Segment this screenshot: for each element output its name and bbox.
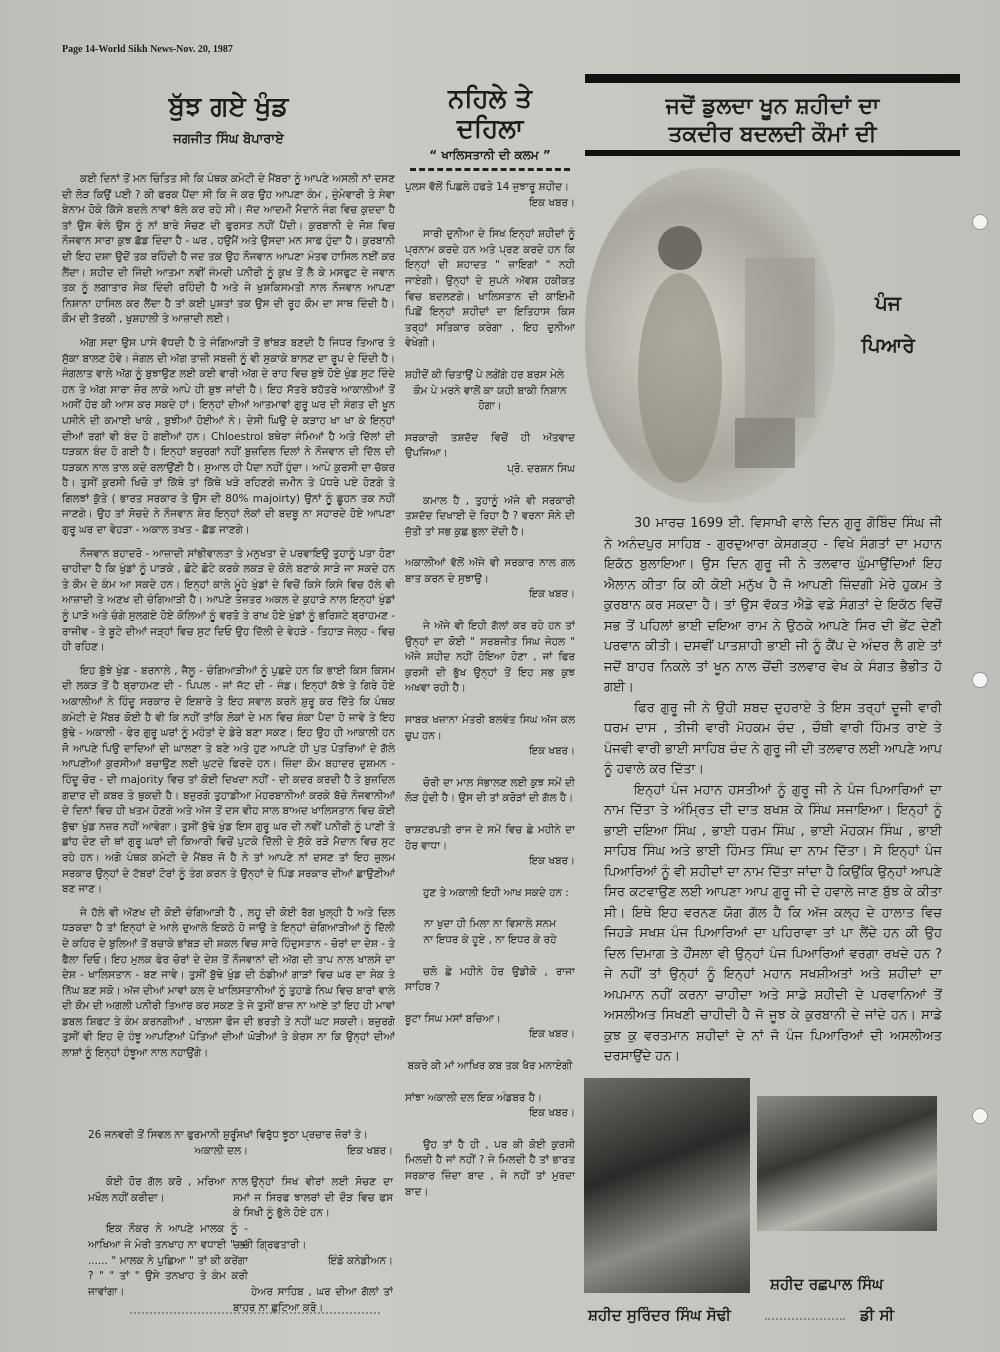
paragraph: ਫਿਰ ਗੁਰੂ ਜੀ ਨੇ ਉਹੀ ਸ਼ਬਦ ਦੁਹਰਾਏ ਤੇ ਇਸ ਤਰ੍ਹਾਂ ਦੂਜੀ ਵਾਰੀ ਧਰਮ ਦਾਸ , ਤੀਜੀ ਵਾਰੀ ਮੋਹਕਮ ਚੰਦ , ਚੌਥੀ ਵਾਰੀ ਹਿੰਮਤ ਰਾਏ ਤੇ ਪੰਜਵੀ ਵਾਰੀ ਭਾਈ ਸਾਹਿਬ ਚੰਦ ਨੇ ਗੁਰੂ ਜੀ ਦੀ ਤਲਵਾਰ ਲਈ ਆਪਣੇ ਆਪ ਨੂੰ ਹਵਾਲੇ ਕਰ ਦਿੱਤਾ। [604,700,942,777]
brief-source: ਇਕ ਖਬਰ। [529,745,575,758]
brief-text: ਕਮਾਲ ਹੈ , ਤੁਹਾਨੂੰ ਅੱਜੇ ਵੀ ਸਰਕਾਰੀ ਤਸ਼ਦੱਦ ਦਿਖਾਈ ਦੇ ਰਿਹਾ ਹੈ ? ਵਰਨਾ ਸੋਨੇ ਦੀ ਜੁੱਤੀ ਤਾਂ ਸਭ ਕੁਛ ਭੁਲਾ ਦੇਂਦੀ ਹੈ। [405,494,575,538]
dotted-divider [130,1312,380,1314]
image-caption [848,282,928,366]
paragraph: ਅੱਗ ਸਦਾ ਉਸ ਪਾਸੇ ਵੱਧਦੀ ਹੈ ਤੇ ਜੰਗਿਆੜੀ ਤੋਂ ਭਾਂਬੜ ਬਣਦੀ ਹੈ ਜਿਧਰ ਤਿਆਰ ਤੇ ਸੁੱਕਾ ਬਾਲਣ ਹੋਵੇ। ਜੰਗਲ ਦੀ ਅੱਗ ਤਾਜ਼ੀ ਸਬਜ਼ੀ ਨੂੰ ਵੀ ਸੁਕਾਕੇ ਬਾਲਣ ਦਾ ਰੂਪ ਦੇ ਦਿੰਦੀ ਹੈ। ਜੰਗਲਾਤ ਵਾਲੇ ਅੱਗ ਨੂੰ ਬੁਝਾਉਣ ਲਈ ਕਈ ਵਾਰੀ ਅੱਗ ਦੇ ਰਾਹ ਵਿਚ ਬੁਝੇ ਹੋਏ ਖੁੰਡ ਸੁਟ ਦਿੰਦੇ ਹਨ ਤੇ ਅੱਗ ਸਾਰਾ ਜ਼ੋਰ ਲਾਕੇ ਆਪੇ ਹੀ ਬੁਝ ਜਾਂਦੀ ਹੈ। ਇਹ ਸੱਤਰੇ ਬਹੱਤਰੇ ਆਕਾਲੀਆਂ ਤੋਂ ਅਸੀਂ ਹੋਰ ਕੀ ਆਸ ਕਰ ਸਕਦੇ ਹਾਂ। ਇਨ੍ਹਾਂ ਦੀਆਂ ਆਤਮਾਵਾਂ ਗੁਰੂ ਘਰ ਦੀ ਸੰਗਤ ਦੀ ਖੂਨ ਪਸੀਨੇ ਦੀ ਕਮਾਈ ਖਾਕੇ , ਬੁਝੀਆਂ ਹੋਈਆਂ ਨੇ। ਦੇਸੀ ਘਿਉ ਦੇ ਕੜਾਹ ਖਾ ਖਾ ਕੇ ਇਨ੍ਹਾਂ ਦੀਆਂ ਰਗਾਂ ਵੀ ਬੰਦ ਹੋ ਗਈਆਂ ਹਨ। Chloestrol ਬਥੇਰਾ ਜੰਮਿਆਂ ਹੈ ਅਤੇ ਦਿੱਲਾਂ ਦੀ ਧੜਕਨ ਬੰਦ ਹੋ ਗਈ ਹੈ। ਇਨ੍ਹਾਂ ਬਜ਼ੁਰਗਾਂ ਨਹੀਂ ਬੁਜ਼ਦਿਲ ਦਿਲਾਂ ਨੇ ਨੌਜਵਾਨ ਦੀ ਦਿੱਲ ਦੀ ਧੜਕਨ ਨਾਲ ਤਾਲ ਕਦੇ ਰਲਾਉਂਣੀ ਹੈ। ਸੁਆਲ ਹੀ ਪੈਦਾ ਨਹੀਂ ਹੁੰਦਾ। ਆਪੇ ਕੁਰਸੀ ਦਾ ਚੱਕਰ ਹੈ। ਤੁਸੀਂ ਕੁਰਸੀ ਖਿਚੋ ਤਾਂ ਕਿੱਥੇ ਤਾਂ ਕਿੱਥੇ ਖੜੇ ਰਹਿਣਗੇ ਜ਼ਮੀਨ ਤੇ ਪੱਧਰੇ ਪਏ ਹੋਣਗੇ ਤੇ ਗਿਲਝਾਂ ਕੁੱਤੇ ( ਭਾਰਤ ਸਰਕਾਰ ਤੇ ਉਸ ਦੀ 80% majoirty) ਉਨਾਂ ਨੂੰ ਛੂਹਨ ਤਕ ਨਹੀਂ ਜਾਣਗੇ। ਉਹ ਤਾਂ ਸੋਚਦੇ ਨੇ ਨੌਜਵਾਨ ਸ਼ੇਰ ਇਨ੍ਹਾਂ ਲੋਕਾਂ ਦੀ ਬਦਬੂ ਨਾ ਸਹਾਰਦੇ ਹੋਏ ਆਪਣਾ ਗੁਰੂ ਘਰ ਦਾ ਵੇਹੜਾ - ਅਕਾਲ ਤਖਤ - ਛੱਡ ਜਾਣਗੇ। [62,336,395,537]
brief-item [405,227,575,352]
brief-text: ਬੂਟਾ ਸਿਘ ਮਸਾਂ ਬਚਿਆ। [405,1012,501,1025]
brief-text: ਰਾਸ਼ਟਰਪਤੀ ਰਾਜ ਦੇ ਸਮੇਂ ਵਿਚ ਛੇ ਮਹੀਨੇ ਦਾ ਹੋਰ ਵਾਧਾ। [405,824,575,852]
brief-item [405,180,575,211]
brief-item [405,1012,575,1043]
brief-text: ਕੋਈ ਹੋਰ ਗੱਲ ਕਰੋ , ਮਰਿਆ ਨਾਲ ਮਖੌਲ ਨਹੀਂ ਕਰੀਦਾ। [88,1176,248,1204]
brief-text: ਉਹ ਤਾਂ ਹੈ ਹੀ , ਪਰ ਕੀ ਕੋਈ ਕੁਰਸੀ ਮਿਲਦੀ ਹੈ ਜਾਂ ਨਹੀਂ ? ਜੇ ਮਿਲਦੀ ਹੈ ਤਾਂ ਭਾਰਤ ਸਰਕਾਰ ਜ਼ਿੰਦਾ ਬਾਦ , ਜੇ ਨਹੀਂ ਤਾਂ ਮੁਰਦਾ ਬਾਦ। [405,1138,575,1198]
brief-text: ਨਾ ਖੁਦਾ ਹੀ ਮਿਲਾ ਨਾ ਵਿਸਾਲੇ ਸਨਮ [424,918,556,931]
brief-source: ਇਕ ਖਬਰ। [529,855,575,868]
guru-illustration-icon [585,168,835,503]
brief-text: ਜੇ ਅੱਜੇ ਵੀ ਇਹੀ ਗੱਲਾਂ ਕਰ ਰਹੇ ਹਨ ਤਾਂ ਉਨ੍ਹਾਂ ਦਾ ਕੋਈ " ਸਰਬਜੀਤ ਸਿਘ ਜੇਹਲ " ਅੱਜੇ ਸ਼ਹੀਦ ਨਹੀਂ ਹੋਇਆ ਹੋਣਾ , ਜਾਂ ਫਿਰ ਕੁਰਸੀ ਦੀ ਭੁੱਖ ਉਨ੍ਹਾਂ ਤੋਂ ਇਹ ਸਭ ਕੁਝ ਅਖਵਾ ਰਹੀ ਹੈ। [405,620,575,695]
brief-item [88,1222,248,1300]
brief-text: ਸਰਕਾਰੀ ਤਸ਼ਦੱਦ ਵਿਚੋਂ ਹੀ ਅੱਤਵਾਦ ਉਪਜਿਆ। [405,431,575,460]
left-article-body [62,172,395,1120]
brief-item [405,965,575,996]
brief-source: ਪ੍ਰੋ. ਦਰਸ਼ਨ ਸਿਘ [507,462,575,475]
paragraph: ਕਈ ਦਿਨਾਂ ਤੋਂ ਮਨ ਚਿੰਤਿਤ ਸੀ ਕਿ ਪੰਥਕ ਕਮੇਟੀ ਦੇ ਮੈਂਬਰਾ ਨੂੰ ਆਪਣੇ ਅਸਲੀ ਨਾਂ ਦਸਣ ਦੀ ਲੋੜ ਕਿਉਂ ਪਈ ? ਕੀ ਫਰਕ ਪੈਂਦਾ ਸੀ ਕਿ ਜੇ ਕਰ ਉਹ ਆਪਣਾ ਕੰਮ , ਜ਼ੁੰਮੇਵਾਰੀ ਤੇ ਸੇਵਾ ਬੇਨਾਮ ਹੋਕੇ ਕਿੱਸੇ ਬਦਲੇ ਨਾਵਾਂ ਥੱਲੇ ਕਰ ਰਹੇ ਸੀ। ਜੱਦ ਆਦਮੀ ਮੈਦਾਨੇ ਜੰਗ ਵਿਚ ਕੁਦਦਾ ਹੈ ਤਾਂ ਉਸ ਵੇਲੇ ਉਸ ਨੂੰ ਨਾਂ ਬਾਰੇ ਸੋਚਣ ਦੀ ਫੁਰਸਤ ਨਹੀਂ ਪੈਂਦੀ। ਕੁਰਬਾਨੀ ਦੇ ਜੋਸ਼ ਵਿਚ ਨੌਜਵਾਨ ਸਾਰਾ ਕੁਝ ਛੱਡ ਦਿੰਦਾ ਹੈ - ਘਰ , ਹਉਮੈਂ ਅਤੇ ਉਸਦਾ ਮਨ ਸਾਫ ਹੁੰਦਾ ਹੈ। ਕੁਰਬਾਨੀ ਦੀ ਇਹ ਦਸ਼ਾ ਉਦੋਂ ਤਕ ਰਹਿੰਦੀ ਹੈ ਜਦ ਤਕ ਉਹ ਨੌਜਵਾਨ ਆਪਣਾ ਮੰਤਵ ਹਾਸਿਲ ਨਈਂ ਕਰ ਲੈਂਦਾ। ਸ਼ਹੀਦ ਦੀ ਜਿੰਦੀ ਆਤਮਾ ਨਵੀਂ ਜੰਮਦੀ ਪਨੀਰੀ ਨੂੰ ਕੁਖ ਤੋਂ ਲੈ ਕੇ ਮਸਫੁਟ ਦੇ ਜਵਾਨ ਤਕ ਨੂੰ ਲਗਾਤਾਰ ਸੇਕ ਦਿੰਦੀ ਰਹਿੰਦੀ ਹੈ ਅਤੇ ਜੇ ਖੁਸ਼ਕਿਸਮਤੀ ਨਾਲ ਨੌਜਵਾਨ ਆਪਣਾ ਨਿਸ਼ਾਨਾ ਹਾਸਿਲ ਕਰ ਲੈਂਦਾ ਹੈ ਤਾਂ ਕਈ ਪੁਸ਼ਤਾਂ ਤਕ ਉਸ ਦੀ ਰੂਹ ਕੌਮ ਦਾ ਸਾਥ ਦਿੰਦੀ ਹੈ। ਕੌਮ ਦੀ ਤੱਰਕੀ , ਖੁਸ਼ਹਾਲੀ ਤੇ ਆਜ਼ਾਦੀ ਲਈ। [62,173,395,326]
binder-hole [972,672,988,688]
photo-rachhpal-singh [757,1096,937,1231]
brief-source: ਇਕ ਖਬਰ। [529,1107,575,1120]
brief-text: ਪੁਲਸ ਵੱਲੋਂ ਪਿਛਲੇ ਹਫਤੇ 14 ਜੁਝਾਰੂ ਸ਼ਹੀਦ। [405,181,569,193]
paragraph: ਨੌਜਵਾਨ ਬਹਾਦਰੋ - ਆਜ਼ਾਦੀ ਸਾਂਭੀਵਾਲਤਾ ਤੇ ਮਨੁਖਤਾ ਦੇ ਪਰਵਾਇਉ ਤੁਹਾਨੂੰ ਪਤਾ ਹੋਣਾ ਚਾਹੀਦਾ ਹੈ ਕਿ ਖੁੰਡਾਂ ਨੂੰ ਪਾੜਕੇ , ਛੋਟੇ ਛੋਟੇ ਕਰਕੇ ਲਕੜ ਦੇ ਕੋਲੇ ਬਣਾਕੇ ਸਾੜੇ ਜਾ ਸਕਦੇ ਹਨ ਤੇ ਕੌਮ ਦੇ ਕੰਮ ਆ ਸਕਦੇ ਹਨ। ਇਨ੍ਹਾਂ ਕਾਲੇ ਮੂੰਹੇ ਖੁੰਡਾਂ ਦੇ ਵਿਚੋਂ ਕਿਸੇ ਕਿਸੇ ਵਿਚ ਹੱਲੇ ਵੀ ਆਜ਼ਾਦੀ ਤੇ ਅਣਖ ਦੀ ਚੰਗਿਆੜੀ ਹੈ। ਆਪਣੇ ਤੇਜ਼ਤਰ ਅਕਲ ਦੇ ਕੁਹਾੜੇ ਨਾਲ ਇਨ੍ਹਾਂ ਖੁੰਡਾਂ ਨੂੰ ਪਾੜੋ ਅਤੇ ਚੰਗੇ ਸੁਲਗਏ ਹੋਏ ਕੋਲਿਆਂ ਨੂੰ ਵਰਤੋ ਤੇ ਰਾਖ ਹੋਏ ਖੁੰਡਾਂ ਨੂੰ ਭਰਿਸ਼ਟੇ ਬ੍ਰਾਹਮਣ - ਰਾਜੀਵ - ਤੇ ਬੂਟੇ ਦੀਆਂ ਜੜ੍ਹਾਂ ਵਿਚ ਸੁਟ ਦਿਓ ਉਹ ਦਿੱਲੀ ਦੇ ਵੇਹੜੇ - ਤਿਹਾੜ ਜੇਲ੍ਹ - ਵਿਚ ਹੀ ਰਹਿਣ। [62,547,395,654]
brief-text: ਚਾਚੀ ਗ੍ਰਿਫਤਾਰੀ। [233,1238,307,1251]
brief-item [405,1059,575,1075]
brief-item [405,776,575,807]
dashed-divider [410,168,570,171]
brief-text: 26 ਜਨਵਰੀ ਤੋਂ ਸਿਵਲ ਨਾ ਫੁਰਮਾਨੀ ਸ਼ੁਰੂ [88,1129,237,1141]
right-article-body [604,514,942,1074]
middle-article-subtitle: “ ਖਾਲਿਸਤਾਨੀ ਦੀ ਕਲਮ ” [429,148,551,162]
brief-text-cont: ਕੌਮ ਪੇ ਮਰਨੇ ਵਾਲੋਂ ਕਾ ਯਹੀ ਬਾਕੀ ਨਿਸ਼ਾਨ ਹੋਗਾ। [413,384,567,413]
headline-line-2: ਤਕਦੀਰ ਬਦਲਦੀ ਕੌਮਾਂ ਦੀ [668,122,877,147]
brief-item [405,1091,575,1122]
photo-caption-right: ਸ਼ਹੀਦ ਰਛਪਾਲ ਸਿੰਘ [770,1275,884,1293]
briefs-column-1 [88,1128,248,1333]
brief-text: ਸ਼ਹੀਦੋਂ ਕੀ ਚਿਤਾਉਂ ਪੇ ਲਗੇਂਗੇ ਹਰ ਬਰਸ ਮੇਲੇ [405,368,564,381]
brief-item [405,917,575,948]
brief-source: ਇਕ ਖਬਰ। [347,1144,393,1157]
binder-hole [972,1108,988,1124]
brief-text: ਇਕ ਨੌਕਰ ਨੇ ਆਪਣੇ ਮਾਲਕ ਨੂੰ - ਆਖਿਆ ਜੇ ਮੇਰੀ ਤਨਖਾਹ ਨਾ ਵਧਾਈ " ਤਾਂ ...... " ਮਾਲਕ ਨੇ ਪੁਛਿਆ " ਤਾਂ ਕੀ ਕਰੇਂਗਾ ? " " ਤਾਂ " ਉਸੇ ਤਨਖਾਹ ਤੇ ਕੰਮ ਕਰੀ ਜਾਵਾਂਗਾ। [88,1223,248,1298]
paragraph: ਜੇ ਹੱਲੇ ਵੀ ਅੱਣਖ ਦੀ ਕੋਈ ਚੰਗਿਆੜੀ ਹੈ , ਲਹੂ ਦੀ ਕੋਈ ਰੱਗ ਖੁਲ੍ਹੀ ਹੈ ਅਤੇ ਦਿਲ ਧੜਕਦਾ ਹੈ ਤਾਂ ਇਨ੍ਹਾਂ ਦੇ ਆਲੇ ਦੁਆਲੇ ਇਕਠੇ ਹੋ ਜਾਉ ਤੇ ਇਨ੍ਹਾਂ ਚੰਗਿਆੜੀਆਂ ਨੂੰ ਦਿੱਲੀ ਦੇ ਕਹਿਰ ਦੇ ਬੁਲਿਆਂ ਤੋਂ ਬਚਾਕੇ ਭਾਂਬੜ ਦੀ ਸ਼ਕਲ ਵਿਚ ਸਾਰੇ ਹਿੰਦੁਸਤਾਨ - ਚੋਰਾਂ ਦਾ ਦੇਸ਼ - ਤੇ ਫੈਲਾ ਦਿਓ। ਇਹ ਮੁਲਕ ਫੇਰ ਚੋਰਾਂ ਦੇ ਦੇਸ਼ ਤੋਂ ਨੌਜਵਾਨਾਂ ਦੀ ਅੱਗ ਦੀ ਤਾਪ ਨਾਲ ਖਾਲਸੇ ਦਾ ਦੇਸ਼ - ਖਾਲਿਸਤਾਨ - ਬਣ ਜਾਵੇ। ਤੁਸੀਂ ਬੁੱਢੇ ਖੁੰਡ ਦੀ ਠੰਡੀਆਂ ਗਾੜਾਂ ਵਿਚ ਘਰ ਦਾ ਸੇਕ ਤੇ ਨਿੱਘ ਬਣ ਸਕੋ। ਅੱਜ ਦੀਆਂ ਮਾਵਾਂ ਕਲ ਦੇ ਖਾਲਿਸਤਾਨੀਆਂ ਨੂੰ ਤੁਹਾਡੇ ਨਿਘ ਵਿਚ ਬਾਰਾਂ ਵਾਲੇ ਦੀ ਕੌਮ ਦੀ ਅਗਲੀ ਪਨੀਰੀ ਤਿਆਰ ਕਰ ਸਕਣ ਤੇ ਜੇ ਤੁਸੀਂ ਬਾਜ਼ ਨਾ ਆਏ ਤਾਂ ਇਹ ਹੀ ਮਾਵਾਂ ਡਬਲ ਸ਼ਿਫਟ ਤੇ ਕੰਮ ਕਰਨਗੀਆਂ , ਖਾਲਸਾ ਫੌਜ ਦੀ ਭਰਤੀ ਤੇ ਨਹੀਂ ਘਟ ਸਕਦੀ। ਬਜ਼ੁਰਗੋ ਤੁਸੀਂ ਵੀ ਇਹ ਦੋ ਹੰਝੂ ਆਪਣਿਆਂ ਪੋਤਿਆਂ ਦੀਆਂ ਘੋੜੀਆਂ ਤੇ ਕੇਰਸ ਨਾ ਕਿ ਉਨ੍ਹਾਂ ਦੀਆਂ ਲਾਸ਼ਾਂ ਨੂੰ ਇਨ੍ਹਾਂ ਹੰਝੂਆ ਨਾਲ ਨਹਾਉਂਗੇ। [62,906,395,1060]
brief-item [405,1138,575,1200]
brief-text: ਸਾਰੀ ਦੁਨੀਆ ਦੇ ਸਿਖ ਇਨ੍ਹਾਂ ਸ਼ਹੀਦਾਂ ਨੂੰ ਪ੍ਰਨਾਮ ਕਰਦੇ ਹਨ ਅਤੇ ਪ੍ਰਣ ਕਰਦੇ ਹਨ ਕਿ ਇਨ੍ਹਾਂ ਦੀ ਸ਼ਹਾਦਤ " ਜ਼ਾਇਗਾਂ " ਨਹੀ ਜਾਏਗੀ। ਉਨ੍ਹਾਂ ਦੇ ਸੁਪਨੇ ਅੱਵਸ਼ ਹਕੀਕਤ ਵਿਚ ਬਦਲਣਗੇ। ਖਾਲਿਸਤਾਨ ਦੀ ਕਾਇਮੀ ਪਿਛੋਂ ਇਨ੍ਹਾਂ ਸ਼ਹੀਦਾਂ ਦਾ ਇਤਿਹਾਸ ਕਿਸ ਤਰ੍ਹਾਂ ਸਤਿਕਾਰ ਕਰੇਗਾ , ਇਹ ਦੁਨੀਆ ਵੇਖੇਗੀ। [405,228,575,350]
brief-item [405,368,575,415]
brief-item [405,556,575,603]
paragraph: 30 ਮਾਰਚ 1699 ਈ. ਵਿਸਾਖੀ ਵਾਲੇ ਦਿਨ ਗੁਰੂ ਗੋਬਿੰਦ ਸਿੰਘ ਜੀ ਨੇ ਅਨੰਦਪੁਰ ਸਾਹਿਬ - ਗੁਰਦੁਆਰਾ ਕੇਸਗੜ੍ਹ - ਵਿਖੇ ਸੰਗਤਾਂ ਦਾ ਮਹਾਨ ਇਕੱਠ ਬੁਲਾਇਆ। ਉਸ ਦਿਨ ਗੁਰੂ ਜੀ ਨੇ ਤਲਵਾਰ ਘੁੰਮਾਉਂਦਿਆਂ ਇਹ ਐਲਾਨ ਕੀਤਾ ਕਿ ਕੀ ਕੋਈ ਮਨੁੱਖ ਹੈ ਜੋ ਆਪਣੀ ਜ਼ਿੰਦਗੀ ਮੇਰੇ ਹੁਕਮ ਤੇ ਕੁਰਬਾਨ ਕਰ ਸਕਦਾ ਹੈ। ਤਾਂ ਉਸ ਵੱਕਤ ਐਡੇ ਵਡੇ ਸੰਗਤਾਂ ਦੇ ਇਕੱਠ ਵਿਚੋਂ ਸਭ ਤੋਂ ਪਹਿਲਾਂ ਭਾਈ ਦਇਆ ਰਾਮ ਨੇ ਉਠਕੇ ਆਪਣੇ ਸਿਰ ਦੀ ਭੇਂਟ ਦੇਣੀ ਪਰਵਾਨ ਕੀਤੀ। ਦਸਵੀਂ ਪਾਤਸ਼ਾਹੀ ਭਾਈ ਜੀ ਨੂੰ ਕੈਂਪ ਦੇ ਅੰਦਰ ਲੈ ਗਏ ਤਾਂ ਜਦੋਂ ਬਾਹਰ ਨਿਕਲੇ ਤਾਂ ਖੂਨ ਨਾਲ ਚੋਂਦੀ ਤਲਵਾਰ ਵੇਖ ਕੇ ਸੰਗਤ ਭੈਭੀਤ ਹੋ ਗਈ। [604,516,942,695]
brief-text: ਬਕਰੇ ਕੀ ਮਾਂ ਆਖਿਰ ਕਬ ਤਕ ਖੈਰ ਮਨਾਏਗੀ [407,1059,573,1072]
brief-text: ਚੋਰੀ ਦਾ ਮਾਲ ਸੰਭਾਲਣ ਲਈ ਕੁਝ ਸਮੇਂ ਦੀ ਲੋੜ ਹੁੰਦੀ ਹੈ। ਉਸ ਦੀ ਤਾਂ ਕਰੋੜਾਂ ਦੀ ਗੱਲ ਹੈ। [405,776,575,805]
brief-item [405,886,575,902]
photo-surinder-singh [584,1078,750,1293]
brief-source: ਇਕ ਖਬਰ। [529,588,575,601]
brief-source: ਇਕ ਖਬਰ। [529,1028,575,1041]
brief-text-cont: ਨਾ ਇਧਰ ਕੇ ਹੂਏ , ਨਾ ਇਧਰ ਕੇ ਰਹੇ [423,933,557,946]
brief-text: ਉਨ੍ਹਾਂ ਸਿਖ ਵੀਰਾਂ ਲਈ ਸੋਚਣ ਦਾ ਸਮਾਂ ਜ ਸਿਰਫ ਝਾਲਰਾਂ ਦੀ ਦੌੜ ਵਿਚ ਫਸ ਕੇ ਸਿਖੀ ਨੂੰ ਭੁੱਲੇ ਹੋਏ ਹਨ। [233,1176,393,1220]
brief-text: ਸਾਬਕ ਖਜ਼ਾਨਾ ਮੰਤਰੀ ਬਲਵੰਤ ਸਿਘ ਅੱਜ ਕਲ ਚੁਪ ਹਨ। [405,714,575,742]
photo-caption-left: ਸ਼ਹੀਦ ਸੁਰਿੰਦਰ ਸਿੰਘ ਸੋਢੀ [588,1306,731,1324]
brief-source: ਇੰਡੋ ਕਨੇਡੀਅਨ। [328,1254,393,1267]
panj-pyare-illustration [585,168,835,503]
photo-caption-right-sub: ਡੀ ਸੀ [860,1306,894,1324]
brief-source: ਅਕਾਲੀ ਦਲ। [194,1144,248,1157]
page-masthead: Page 14-World Sikh News-Nov. 20, 1987 [62,44,233,55]
brief-item [233,1175,393,1222]
brief-text: ਹੇਅਰ ਸਾਹਿਬ , ਘਰ ਦੀਆ ਗੱਲਾਂ ਤਾਂ ਬਾਹਰ ਨਾ ਛੁਟਿਆ ਕਰੋ। [233,1286,393,1314]
middle-article-body [405,180,575,1340]
brief-source: ਇਕ ਖਬਰ। [529,196,575,209]
brief-item [405,713,575,760]
brief-item [405,494,575,541]
brief-text: ਚਲੋ ਛੇ ਮਹੀਨੇ ਹੋਰ ਉਡੀਕੋ , ਰਾਜਾ ਸਾਹਿਬ ? [405,965,575,994]
dotted-divider [765,1318,845,1320]
brief-text: ਹੁਣ ਤੇ ਅਕਾਲੀ ਇਹੀ ਆਖ ਸਕਦੇ ਹਨ : [423,886,569,899]
caption-line-1: ਪੰਜ [875,291,901,315]
right-article-headline-box [585,74,960,156]
brief-text: ਸਾਂਝਾ ਅਕਾਲੀ ਦਲ ਇਕ ਅੰਡਬਰ ਹੈ। [405,1091,543,1104]
brief-text: ਅਕਾਲੀਆਂ ਵੱਲੋਂ ਅੱਜੇ ਵੀ ਸਰਕਾਰ ਨਾਲ ਗਲ ਬਾਤ ਕਰਨ ਦੇ ਸੁਝਾਉ। [405,557,575,585]
middle-title-line-1: ਨਹਿਲੇ ਤੇ [448,84,532,114]
left-article-title: ਬੁੱਝ ਗਏ ਖੁੰਡ [168,92,289,122]
caption-line-2: ਪਿਆਰੇ [861,333,915,357]
headline-line-1: ਜਦੋਂ ਡੁਲਦਾ ਖੂਨ ਸ਼ਹੀਦਾਂ ਦਾ [665,94,880,119]
brief-text: ਸਿਖਾਂ ਵਿਰੁੱਧ ਝੂਠਾ ਪ੍ਰਚਾਰ ਜ਼ੋਰਾਂ ਤੇ। [233,1129,368,1141]
brief-item [88,1175,248,1206]
binder-hole [972,214,988,230]
brief-item [405,823,575,870]
brief-item [405,431,575,478]
brief-item [233,1128,393,1159]
briefs-column-2 [233,1128,393,1333]
paragraph: ਇਨ੍ਹਾਂ ਪੰਜ ਮਹਾਨ ਹਸਤੀਆਂ ਨੂੰ ਗੁਰੂ ਜੀ ਨੇ ਪੰਜ ਪਿਆਰਿਆਂ ਦਾ ਨਾਮ ਦਿੱਤਾ ਤੇ ਅੰਮ੍ਰਿਤ ਦੀ ਦਾਤ ਬਖਸ਼ ਕੇ ਸਿੰਘ ਸਜਾਇਆ। ਇਨ੍ਹਾਂ ਨੂੰ ਭਾਈ ਦਇਆ ਸਿੰਘ , ਭਾਈ ਧਰਮ ਸਿੰਘ , ਭਾਈ ਮੋਹਕਮ ਸਿੰਘ , ਭਾਈ ਸਾਹਿਬ ਸਿੰਘ ਅਤੇ ਭਾਈ ਹਿੰਮਤ ਸਿੰਘ ਦਾ ਨਾਮ ਦਿੱਤਾ। ਸੋ ਇਨ੍ਹਾਂ ਪੰਜ ਪਿਆਰਿਆਂ ਨੂੰ ਵੀ ਸ਼ਹੀਦਾਂ ਦਾ ਨਾਮ ਦਿੱਤਾ ਜਾਂਦਾ ਹੈ ਕਿਉਂਕਿ ਉਨ੍ਹਾਂ ਆਪਣੇ ਸਿਰ ਕਟਵਾਉਣ ਲਈ ਆਪਣਾ ਆਪ ਗੁਰੂ ਜੀ ਦੇ ਹਵਾਲੇ ਜਾਣ ਬੁੱਝ ਕੇ ਕੀਤਾ ਸੀ। ਇਥੇ ਇਹ ਵਰਨਣ ਯੋਗ ਗੱਲ ਹੈ ਕਿ ਅੱਜ ਕਲ੍ਹ ਦੇ ਹਾਲਾਤ ਵਿਚ ਜਿਹੜੇ ਸਖਸ਼ ਪੰਜ ਪਿਆਰਿਆਂ ਦਾ ਪਹਿਰਾਵਾ ਤਾਂ ਪਾ ਲੈਂਦੇ ਹਨ ਕੀ ਉਹ ਦਿਲ ਦਿਮਾਗ ਤੇ ਹੌਂਸਲਾ ਵੀ ਉਨ੍ਹਾਂ ਪੰਜ ਪਿਆਰਿਆਂ ਵਰਗਾ ਰਖਦੇ ਹਨ ? ਜੇ ਨਹੀਂ ਤਾਂ ਉਨ੍ਹਾਂ ਨੂੰ ਇਨ੍ਹਾਂ ਮਹਾਨ ਸਖਸ਼ੀਅਤਾਂ ਅਤੇ ਸ਼ਹੀਦਾਂ ਦਾ ਅਪਮਾਨ ਨਹੀਂ ਕਰਨਾ ਚਾਹੀਦਾ ਅਤੇ ਸਾਡੇ ਸ਼ਹੀਦੀ ਦੇ ਪਰਵਾਨਿਆਂ ਤੋਂ ਅਸਲੀਅਤ ਸਿਖਣੀ ਚਾਹੀਦੀ ਹੈ ਜੋ ਜੂਝ ਕੇ ਕੁਰਬਾਨੀ ਦੇ ਜਾਂਦੇ ਹਨ। ਸਾਡੇ ਕੁਝ ਕੁ ਵਰਤਮਾਨ ਸ਼ਹੀਦਾਂ ਦੇ ਨਾਂ ਜੋ ਪੰਜ ਪਿਆਰਿਆਂ ਦੀ ਅਸਲੀਅਤ ਦਰਸਾਉਂਦੇ ਹਨ। [604,782,942,1064]
paragraph: ਇਹ ਬੁੱਝੇ ਖੁੰਡ - ਬਰਨਾਲੇ , ਜੈਲੂ - ਚੰਗਿਆੜੀਆਂ ਨੂੰ ਪੁਛਦੇ ਹਨ ਕਿ ਭਾਈ ਕਿਸ ਕਿਸਮ ਦੀ ਲਕੜ ਤੋਂ ਹੈ ਬ੍ਰਾਹਮਣ ਦੀ - ਪਿਪਲ - ਜਾਂ ਜੱਟ ਦੀ - ਜੰਡ। ਇਨ੍ਹਾਂ ਕੱਝੇ ਤੇ ਗਿਰੇ ਹੋਏ ਅਕਾਲੀਆਂ ਨੇ ਹਿੰਦੂ ਸਰਕਾਰ ਦੇ ਇਸ਼ਾਰੇ ਤੇ ਇਹ ਸਵਾਲ ਕਰਨੇ ਸ਼ੁਰੂ ਕਰ ਦਿੱਤੇ ਕਿ ਪੰਥਕ ਕਮੇਟੀ ਦੇ ਮੈਂਬਰ ਕੋਈ ਹੈ ਵੀ ਕਿ ਨਹੀਂ ਤਾਂਕਿ ਲੋਕਾਂ ਦੇ ਮਨ ਵਿਚ ਸ਼ੰਕਾ ਪੈਦਾ ਹੋ ਜਾਵੇ ਤੇ ਇਹ ਬੁੱਢੇ - ਅਕਾਲੀ - ਫੇਰ ਗੁਰੂ ਘਰਾਂ ਨੂੰ ਮਹੰਤਾਂ ਦੇ ਡੇਰੇ ਬਣਾ ਸਕਣ। ਇਹ ਉਹ ਹੀ ਆਕਾਲੀ ਹਨ ਜੋ ਆਪਣੇ ਪਿਉ ਦਾਦਿਆਂ ਦੀ ਘਾਲਣਾ ਤੇ ਬਣੇ ਅਤੇ ਹੁਣ ਆਪਣੇ ਹੀ ਪੁਤ ਪੋਤਰਿਆਂ ਦੇ ਗੱਲੇ ਆਪਣੀਆਂ ਕੁਰਸੀਆਂ ਬਚਾਉਣ ਲਈ ਘੁਟਦੇ ਫਿਰਦੇ ਹਨ। ਜ਼ਿੰਦਾ ਕੌਮ ਬਹਾਦਰ ਦੁਸ਼ਮਨ - ਹਿੰਦੂ ਚੋਰ - ਦੀ majority ਵਿਚ ਤਾਂ ਕੋਈ ਦਿਖਦਾ ਨਹੀਂ - ਦੀ ਕਦਰ ਕਰਦੀ ਹੈ ਤੇ ਬੁਜ਼ਦਿਲ ਗਦਾਰ ਦੀ ਕਬਰ ਤੇ ਥੁਕਦੀ ਹੈ। ਬਜ਼ੁਰਗੋ ਤੁਹਾਡੀਆ ਮੇਹਰਬਾਨੀਆਂ ਕਰਕੇ ਬੱਚੇ ਨੌਜਵਾਨੀਆਂ ਦੇ ਦਿਨਾਂ ਵਿਚ ਹੀ ਖਤਮ ਹੋਣਗੇ ਅਤੇ ਅੱਜ ਤੋਂ ਦਸ ਵੀਹ ਸਾਲ ਬਾਅਦ ਖਾਲਿਸਤਾਨ ਵਿਚ ਕੋਈ ਬੁੱਢਾ ਖੁੰਡ ਨਜ਼ਰ ਨਹੀਂ ਆਵੇਗਾ। ਤੁਸੀਂ ਬੁੱਢੇ ਖੁੰਡ ਇਸ ਗੁਰੂ ਘਰ ਦੀ ਨਵੀਂ ਪਨੀਰੀ ਨੂੰ ਪਾਣੀ ਤੇ ਛਾਂਹ ਦੇਣ ਦੀ ਥਾਂ ਗੁਰੂ ਘਰਾਂ ਦੀ ਕਿਆਰੀ ਵਿਚੋਂ ਪੁਟਕੇ ਦਿੱਲੀ ਦੇ ਸੁੱਕੇ ਰੜੇ ਮੈਦਾਨ ਵਿਚ ਸੁਟ ਰਹੇ ਹਨ। ਅਗੋ ਪੰਥਕ ਕਮੇਟੀ ਦੇ ਮੈਂਬਰ ਜੋ ਹੈ ਨੇ ਤਾਂ ਆਪਣੇ ਨਾਂ ਦਸਣ ਤਾਂ ਇਹ ਜ਼ੁਲਮ ਸਰਕਾਰ ਉਨ੍ਹਾਂ ਦੇ ਟੱਬਰਾਂ ਟੋਰਾਂ ਨੂੰ ਤੰਗ ਕਰਨ ਤੇ ਉਨ੍ਹਾਂ ਦੇ ਪਿੰਡ ਸਰਕਾਰ ਦੀਆਂ ਛਾਉਣੀਆਂ ਬਣ ਜਾਣ। [62,664,395,896]
middle-title-line-2: ਦਹਿਲਾ [456,114,524,144]
middle-article-title [405,84,575,144]
brief-item [233,1238,393,1269]
left-article-byline: ਜਗਜੀਤ ਸਿੰਘ ਬੋਪਾਰਾਏ [173,132,284,147]
brief-item [405,619,575,697]
brief-item [88,1128,248,1159]
